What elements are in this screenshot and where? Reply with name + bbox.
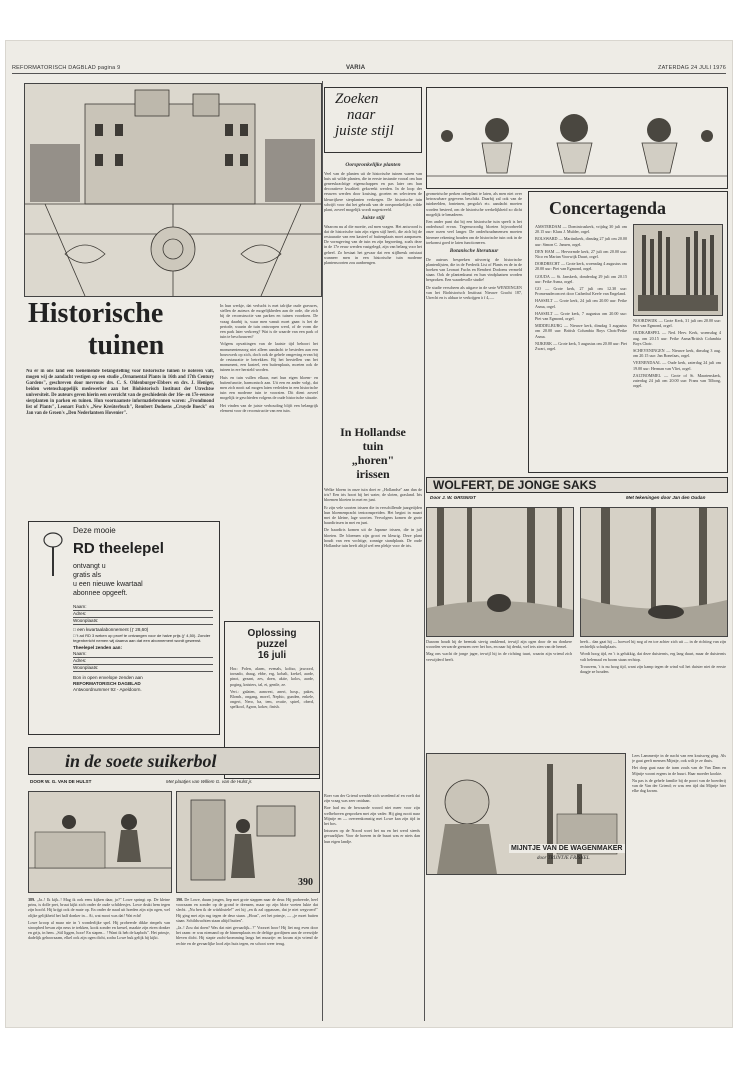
spoon-svg — [39, 530, 67, 578]
mijntje-right-p1: Lees Lammertje in de nacht van een kruisweg ging. Als je gaat geeft mensen Mijntje, ook wilt je ze thuis. — [632, 753, 726, 764]
column-rule — [322, 81, 323, 1021]
mijntje-col-right — [632, 753, 726, 1017]
wolfert-drawings: Met tekeningen door Jan den Oudan — [626, 495, 706, 500]
historische-col2-p2: Waarom nu al die moeite, zal men vragen. Het antwoord is dat de historische tuin zijn eigen stijl heeft, die zich bij de restauratie van een kasteel of buitenplaats moet aanpassen. De vormgeving van de tuin en zijn begroeiing, zoals deze in de 17e eeuw werden vastgelegd, zijn van belang voor het geheel. Zo bestaat het gevaar dat een stijlbreuk ontstaat wanneer men in een historische tuin moderne plantensoorten zou aanbrengen. — [324, 223, 422, 266]
adres-field[interactable]: Adres: — [73, 611, 213, 618]
suikerbol-num-389: 389. — [28, 897, 36, 902]
concert-entry: SCHEVENINGEN — Nieuwe kerk, dinsdag 3 aug. om 20.15 uur: Jan Bonefaas, orgel. — [633, 348, 721, 359]
mijntje-right-p3: Nu pas is de gehele familie bij de poort van de boerderij van de Van der Griend; er was een tijd dat Mijntje hier elke dag kwam. — [632, 777, 726, 794]
checkbox-icon[interactable]: □ — [73, 633, 77, 638]
hollandse-line2: tuin — [362, 439, 384, 453]
wolfert-col1 — [426, 639, 572, 735]
checkbox-icon[interactable]: □ — [73, 627, 78, 632]
hollandse-line3: „horen" — [351, 453, 395, 467]
header-left: REFORMATORISCH DAGBLAD pagina 9 — [12, 65, 121, 71]
puzzel-horizontal: Hor.: Polen, alarm, evenals, koltso, jawoord, tornado, draag, ebbe, erg, kobalt, krekel, aarde, pinot, gezant, zes, doen, aktie, kolos, aarde, poging, knisters, tal, ei, gentle, ze. — [230, 666, 314, 687]
zoeken-box — [324, 87, 422, 153]
woonplaats-field[interactable]: Woonplaats: — [73, 618, 213, 625]
historische-col2 — [324, 159, 422, 319]
planter-illustration-svg — [427, 88, 727, 188]
concertagenda-list-right — [633, 318, 721, 468]
zoeken-line2: naar — [347, 107, 376, 123]
suikerbol-banner — [28, 747, 320, 775]
abonnement-ontvangt: ontvangt u — [73, 563, 106, 570]
historische-col1-p4: Het vinden van de juiste verhouding blijft een belangrijk element voor de reconstructie van een tuin. — [220, 402, 318, 413]
organ-illustration — [633, 224, 723, 316]
abonnement-form — [73, 604, 213, 693]
mijntje-mid-p3: Intussen op de Noord woei het nu en het werd steeds gevaarlijker. Voor de boeren in de buurt was er niets dan hun eigen landje. — [324, 828, 420, 844]
juiste-heading: Juiste stijl — [361, 215, 385, 222]
concert-entry: AMSTERDAM — Dominicuskerk, vrijdag 30 juli om 20.15 uur: Klaas J. Mulder, orgel. — [535, 224, 627, 235]
concertagenda-title: Concertagenda — [549, 198, 666, 218]
puzzel-title-1: Oplossing — [247, 628, 297, 639]
abonnement-title: RD theelepel — [73, 540, 164, 557]
historische-col1-p1: In hun werkje, dat verlucht is met talrijke oude gravures, stellen de auteurs de mogelijkheden aan de orde, die zich bij de reconstructie van parken en tuinen voordoen. De vraag daarbij is, waar men vanuit moet gaan: is het de periode, waarin de tuin ontworpen werd, of de vorm die een park later verkreeg? Wat is de waarde van een park of tuin te beschouwen? — [220, 303, 318, 340]
option-kwartaal-label: een kwartaalabonnement (ƒ 28,60) — [77, 627, 149, 632]
concertagenda-list — [535, 224, 627, 468]
concert-entry: HASSELT — Grote kerk, 24 juli om 20.00 uur: Feike Asma, orgel. — [535, 298, 627, 309]
option-proef-label: 't ad RD 3 weken op proef te ontvangen voor de halve prijs (ƒ 4,50). Zonder tegenbericht nemen wij daarna aan dat een abonnement wordt gewenst. — [73, 633, 211, 643]
mijntje-sub: door TRIJNTJE FRISKEL — [537, 856, 590, 861]
mijntje-caption: MIJNTJE VAN DE WAGENMAKER — [511, 845, 623, 852]
concert-entry: DEN HAM — Hervormde kerk, 27 juli om 20.00 uur: Nico en Marian Voorwijk Duurt, orgel. — [535, 248, 627, 260]
zoeken-line3: juiste stijl — [335, 123, 394, 139]
spoon-icon — [39, 530, 67, 578]
wolfert-col2-p1: heeft... dan gaat hij — hoewel hij nog af en toe achter zich uit — in de richting van zijn rechtelijk schuilplaats. — [580, 639, 726, 650]
wolfert-byline: Door J. W. GRISNIGT — [430, 495, 476, 500]
theelepel-heading: Theelepel zenden aan: — [73, 645, 123, 650]
concert-entry: GO — Grote kerk, 27 juli om 12.30 uur: Promenadeconcert door Cathedral Keefe van Engeland. — [535, 286, 627, 297]
suikerbol-title: in de soete suikerbol — [65, 751, 217, 771]
suikerbol-author: DOOR W. G. VAN DE HULST — [30, 779, 92, 784]
mijntje-col-mid — [324, 793, 420, 1017]
wolfert-title: WOLFERT, DE JONGE SAKS — [433, 478, 597, 492]
hollandse-line1: In Hollandse — [340, 425, 406, 439]
wolfert-drawing-1 — [426, 507, 574, 637]
suikerbol-col2-p1 — [176, 897, 318, 923]
mijntje-mid-p1: Boer van der Griend wendde zich woedend af en voelt dat zijn vraag was zeer ontdaan. — [324, 793, 420, 804]
historische-title-2: tuinen — [88, 330, 165, 361]
wolfert-col2 — [580, 639, 726, 735]
hollandse-p1: Welke bloem in onze tuin doet er „Hollandse" aan dan de iris? Een iris hoort bij het water, de sloten, grasland. Iris bloemen bloeien in mei en juni. — [324, 487, 422, 503]
suikerbol-text-1b: Lowe kroop al maar nie in 't wonderlijke spel. Hij probeerde dikke rimpels van stroopbed bevan zijn neus te trekken, kook zonder en kreuel, maakte zijn eiren donker en grijs, in hem. „Stil liggen, hoor! En stapen... ! Want ik heb de kapbols". Het prinsje, dadelijk gehoorzaam, elkel ook zijn ogen dicht, zodra Lowe buk gelijk hij kijkt. — [28, 919, 170, 941]
historische-col3-p4: De studie verscheen als uitgave in de serie WENDINGEN van het Biohistorisch Instituut Nieuwe Gracht 187, Utrecht en is alduar te verkrijgen à f 4,—. — [426, 284, 522, 300]
adres-field-2[interactable]: Adres: — [73, 658, 213, 665]
suikerbol-images: Met plaatjes van Willem G. van de Hulst jr. — [166, 779, 253, 784]
abonnement-kwartaal: u een nieuwe kwartaal — [73, 581, 143, 588]
mijntje-svg — [427, 754, 625, 874]
woonplaats-field-2[interactable]: Woonplaats: — [73, 665, 213, 672]
abonnement-box — [28, 521, 220, 735]
mijntje-right-p2: Het dorp gaat naar de tram zoals van de Van Dam en Mijntje woont ergens in de buurt. Haar moeder kookte. — [632, 765, 726, 776]
organ-svg — [634, 225, 722, 315]
historische-col3-p2: Een ander punt dat bij een historische tuin speelt is het onderhoud ervan. Tegenwoordig bloeien bijvoorbeeld onze rozen veel langer. De onderhoudsmensen moeten hiermee rekening houden om de historische tuin ook in de toekomst goed te laten functioneren. — [426, 219, 522, 245]
abonnement-offer — [73, 562, 143, 598]
suikerbol-text-2: De Lowe, duum jongen, liep met grote stappen naar de deur. Hij probeerde, heel voorzaam en zonder op de grond te drenzen, maar op zijn blote voeten lukte dat slecht. „Nu ben ik de wiirkhstele!" zei hij „en ik zal oppassen, dat je niet wegvoert!" Hij ging met zijn rug tegen de deur staan. „Hous", zei het prinsje, — „je moet buiten staan. Schildwachten staan altijd buiten". — [176, 897, 318, 923]
header-right: ZATERDAG 24 JULI 1976 — [658, 65, 726, 71]
hollandse-text — [324, 487, 422, 787]
concert-entry: BOLSWARD — Martinikerk, dinsdag 27 juli om 20.00 uur: Simon C. Jansen, orgel. — [535, 236, 627, 247]
concert-entry: MIDDELBURG — Nieuwe kerk, dinsdag 3 augustus om 20.00 uur: British Columbia Boys Choir/Feike Asma. — [535, 323, 627, 339]
suikerbol-text-2b: „Ja..! Zou dat doen? Was dat niet gevaarlijk...?" Voorzet hoor! Hij liet nog even door het raam: er was niemand op de binnenplaats en de deftige gordijnen aan de overzijde bleven dicht. Hij stapte zacht-kromming langs het muurtje: en kwam zijn vriend de rechte en de gevaarlijke lood zijn huis tegen, en schoot weer terug. — [176, 925, 318, 946]
wolfert-drawing-2 — [580, 507, 728, 637]
wolfert-col1-p1: Daarom houdt hij de beentak stevig omklemd, terwijl zijn ogen door de nu donkere woorden verwarde grenzen over het bos, en naar hij denkt, wel iets zien van de hemel. — [426, 639, 572, 650]
concert-entry: NOORDWIJK — Grote Kerk, 31 juli om 20.00 uur: Piet van Egmond, orgel. — [633, 318, 721, 329]
historische-lead: Nu er in ons land een toenemende belangstelling voor historische tuinen te noteren valt, mogen wij de aandacht vestigen op een studie „Ornamental Plants in 16th and 17th Century Gardens", geschreven door mevrouw drs. C. S. Oldenburger-Ebbers en drs. J. Heniger, beiden wetenschappelijk medewerker aan het Biohistorisch Instituut der Utrechtse universiteit. De auteurs geven hierin een overzicht van de geschiedenis der 16e- en 17e-eeuwse sierplanten in parken en tuinen. Hun voornaamste informatiebronnen waren: „Frondmond list of Plants", Leonart Fuch's „New Kreüterbuch", Rembert Dodoens „Cruyde Boeck" en Jan van de Groen's „Den Nederlantsen Hovenier". — [26, 369, 214, 416]
column-rule — [424, 191, 425, 1021]
suikerbol-col2 — [176, 897, 318, 1017]
puzzel-title — [225, 628, 319, 661]
abonnement-footer3: Antwoordnummer 92 - Apeldoorn. — [73, 687, 142, 692]
naam-field[interactable]: Naam: — [73, 604, 213, 611]
zoeken-line1: Zoeken — [335, 91, 379, 107]
suikerbol-num-390: 390. — [176, 897, 184, 902]
forest-svg-2 — [581, 508, 727, 636]
historische-title-1: Historische — [28, 298, 164, 329]
children-svg — [29, 792, 171, 892]
abonnement-abonnee: abonnee opgeeft. — [73, 590, 128, 597]
concert-entry: VEENENDAAL — Oude kerk, zaterdag 24 juli om 19.00 uur: Herman van Vliet, orgel. — [633, 360, 721, 371]
botanische-heading: Botanische literatuur — [449, 248, 499, 255]
wolfert-col2-p2: Wordt hoog tijd, en 't is gelukkig, dat deze duisternis, erg lang duurt, maar de duisternis valt helemaal en boom staan rechtop. — [580, 651, 726, 662]
mijntje-mid-p2: Boe had nu de bewaarde woord niet meer voor zijn welbehoven gesproken met zijn vader. Hij ging nooit naar Mijntje en — overeenkomstig met Lowe kan zijn tijd in het bos. — [324, 805, 420, 827]
historische-col2-p1: Veel van de planten uit de historische tuinen waren van huis uit wilde planten, die in eerste instantie vooral om hun geneeskrachtige eigenschappen en pas later om hun decoratieve kwaliteit gekweekt werden. In de loop der eeuwen werden door kruising, groeien en selecteren de kleurrijkere sierplanten verkregen. De historische tuin schrijft voor dat het gebruik van de oorspronkelijke, wilde plant, zoveel mogelijk wordt nagestreefd. — [324, 170, 422, 212]
puzzel-date: 16 juli — [257, 650, 287, 661]
option-proef[interactable] — [73, 633, 213, 643]
historische-col3 — [426, 191, 522, 419]
hollandse-line4: irissen — [356, 467, 390, 481]
suikerbol-corner-number: 390 — [298, 877, 313, 888]
mijntje-illustration — [426, 753, 626, 875]
puzzel-title-2: puzzel — [256, 639, 288, 650]
historische-col1 — [220, 303, 318, 513]
abonnement-footer2: REFORMATORISCH DAGBLAD — [73, 681, 141, 686]
suikerbol-drawing-1 — [28, 791, 172, 893]
suikerbol-drawing-2 — [176, 791, 320, 893]
suikerbol-col1-p1 — [28, 897, 170, 918]
concert-entry: HASSELT — Grote kerk, 7 augustus om 20.00 uur: Piet van Egmond, orgel. — [535, 310, 627, 322]
concertagenda-box — [528, 191, 728, 473]
wolfert-banner — [426, 477, 728, 493]
hollandse-headline — [324, 425, 422, 481]
concert-entry: ZALTBOMMEL — Grote of St. Maartenskerk, zaterdag 24 juli om 20.00 uur: Frans van Tilborg, orgel. — [633, 372, 721, 389]
suikerbol-text-1: „Ja..! Ik kijk..! Mag ik ook eens kijken daar, jo?" Lowe springt op. De kleine prins, is dolle pret, bruut kijkt zich onder de oude schildersjes. Lowe drukt hem tegen zijn hoofd. Hij krijgt ook de mate op. En onder de naad uit hoeden zijn zijn ogen, wel olijke gelijkheid het half donker in... Ai, wat mooi was dat! Wat echt! — [28, 897, 170, 918]
concert-entry: DORDRECHT — Grote kerk, woensdag 4 augustus om 20.00 uur: Piet van Egmond, orgel. — [535, 261, 627, 272]
hollandse-p2: Er zijn vele soorten irissen die in verschillende jaargetijden hun bloemenpracht tentoonspreiden. Het begint in maart met de kleine, lage soorten. Vervolgens komen de grote baardirissen in mei en juni. — [324, 504, 422, 526]
abonnement-intro: Deze mooie — [73, 526, 116, 535]
concert-entry: OUDKARSPEL — Ned. Herv. Kerk, woensdag 4 aug. om 20.15 uur: Feike Asma/British Columbia Boys Choir. — [633, 330, 721, 346]
historische-col1-p2: Volgens opvattingen van de laatste tijd behoort het monumentenzorg niet alleen aandacht te besteden aan een bouwwerk op zich, doch ook de gehele omgeving ervan bij de restauratie te betrekken. Bij het herstellen van het monument, een kasteel, een buitenplaats, moeten ook de tuinen in ere hersteld worden. — [220, 341, 318, 373]
historische-col3-p3: De auteurs bespreken uitvoerig de historische plantenlijsten, die in de Frederik List of Plants en de in de boeken van Leonart Fuchs en Rembert Dodoens vermeld staan. Ook de plantenkunst en hun vindplaatsen worden besproken. Een waardevolle studie! — [426, 256, 522, 283]
planter-illustration — [426, 87, 728, 189]
historische-col3-p1: geometrische perken onbeplant te laten, als men niet over betrouwbare gegevens beschikt. Daarbij zal ook van de tuinbeelden, fonteinen, pergola's etc. aandacht moeten worden besteed, om de historische werkelijkheid zo dicht mogelijk te benaderen. — [426, 191, 522, 217]
garden-engraving-svg — [25, 84, 321, 296]
abonnement-gratis: gratis als — [73, 572, 102, 579]
suikerbol-col1 — [28, 897, 170, 1017]
oorspronkelijke-heading: Oorspronkelijke planten — [345, 162, 401, 168]
wolfert-col1-p2: Mag ons wacht de jonge jager, terwijl hij in de richting tuurt, waarin zijn vriend zich verwijderd heeft. — [426, 651, 572, 662]
garden-engraving — [24, 83, 322, 297]
newspaper-page — [6, 41, 732, 1027]
header-rule — [12, 73, 726, 74]
forest-svg — [427, 508, 573, 636]
header-center: VARIA — [346, 65, 366, 71]
concert-entry: GOUDA — St. Janskerk, donderdag 29 juli om 20.15 uur: Feike Asma, orgel. — [535, 273, 627, 284]
hollandse-p3: De baardiris komen uit de Japanse irissen, die in juli bloeien. De bloemen zijn groot en kleurig. Deze plant houdt van een vochtige, zonnige standplaats. De oude Hollandse tuin heeft altijd wel een plekje voor de iris. — [324, 527, 422, 549]
concert-entry: NIJKERK — Grote kerk, 5 augustus om 20.00 uur: Piet Zwart, orgel. — [535, 340, 627, 352]
wolfert-col2-p3: Trouwens, 't is nu hoog tijd, want zijn kamp tegen de wind wil het duister niet de eerste daagje ze houden. — [580, 663, 726, 675]
puzzel-vertical: Vert.: galaten, aanwezt, aneri, hosp., pakes, Blomb., ongang, morel, Nephic, gunden, enkele, ongeri, Nero, ba, tem, ovatie, spirel, oberd, spelkool, Agron, koker, finish. — [230, 688, 314, 710]
historische-col1-p3: Huis en tuin vullen elkaar, met hun eigen bloem- en buitenfunctie, harmonisch aan. Uit een en ander volgt, dat men zich nooit zal mogen laten verleiden in een historische tuin een moderne tuin te voorzien. Dit dient zoveel mogelijk te geschieden volgens de oude historische situatie. — [220, 374, 318, 401]
naam-field-2[interactable]: Naam: — [73, 651, 213, 658]
abonnement-footer1: Bon in open envelope zenden aan — [73, 675, 143, 680]
